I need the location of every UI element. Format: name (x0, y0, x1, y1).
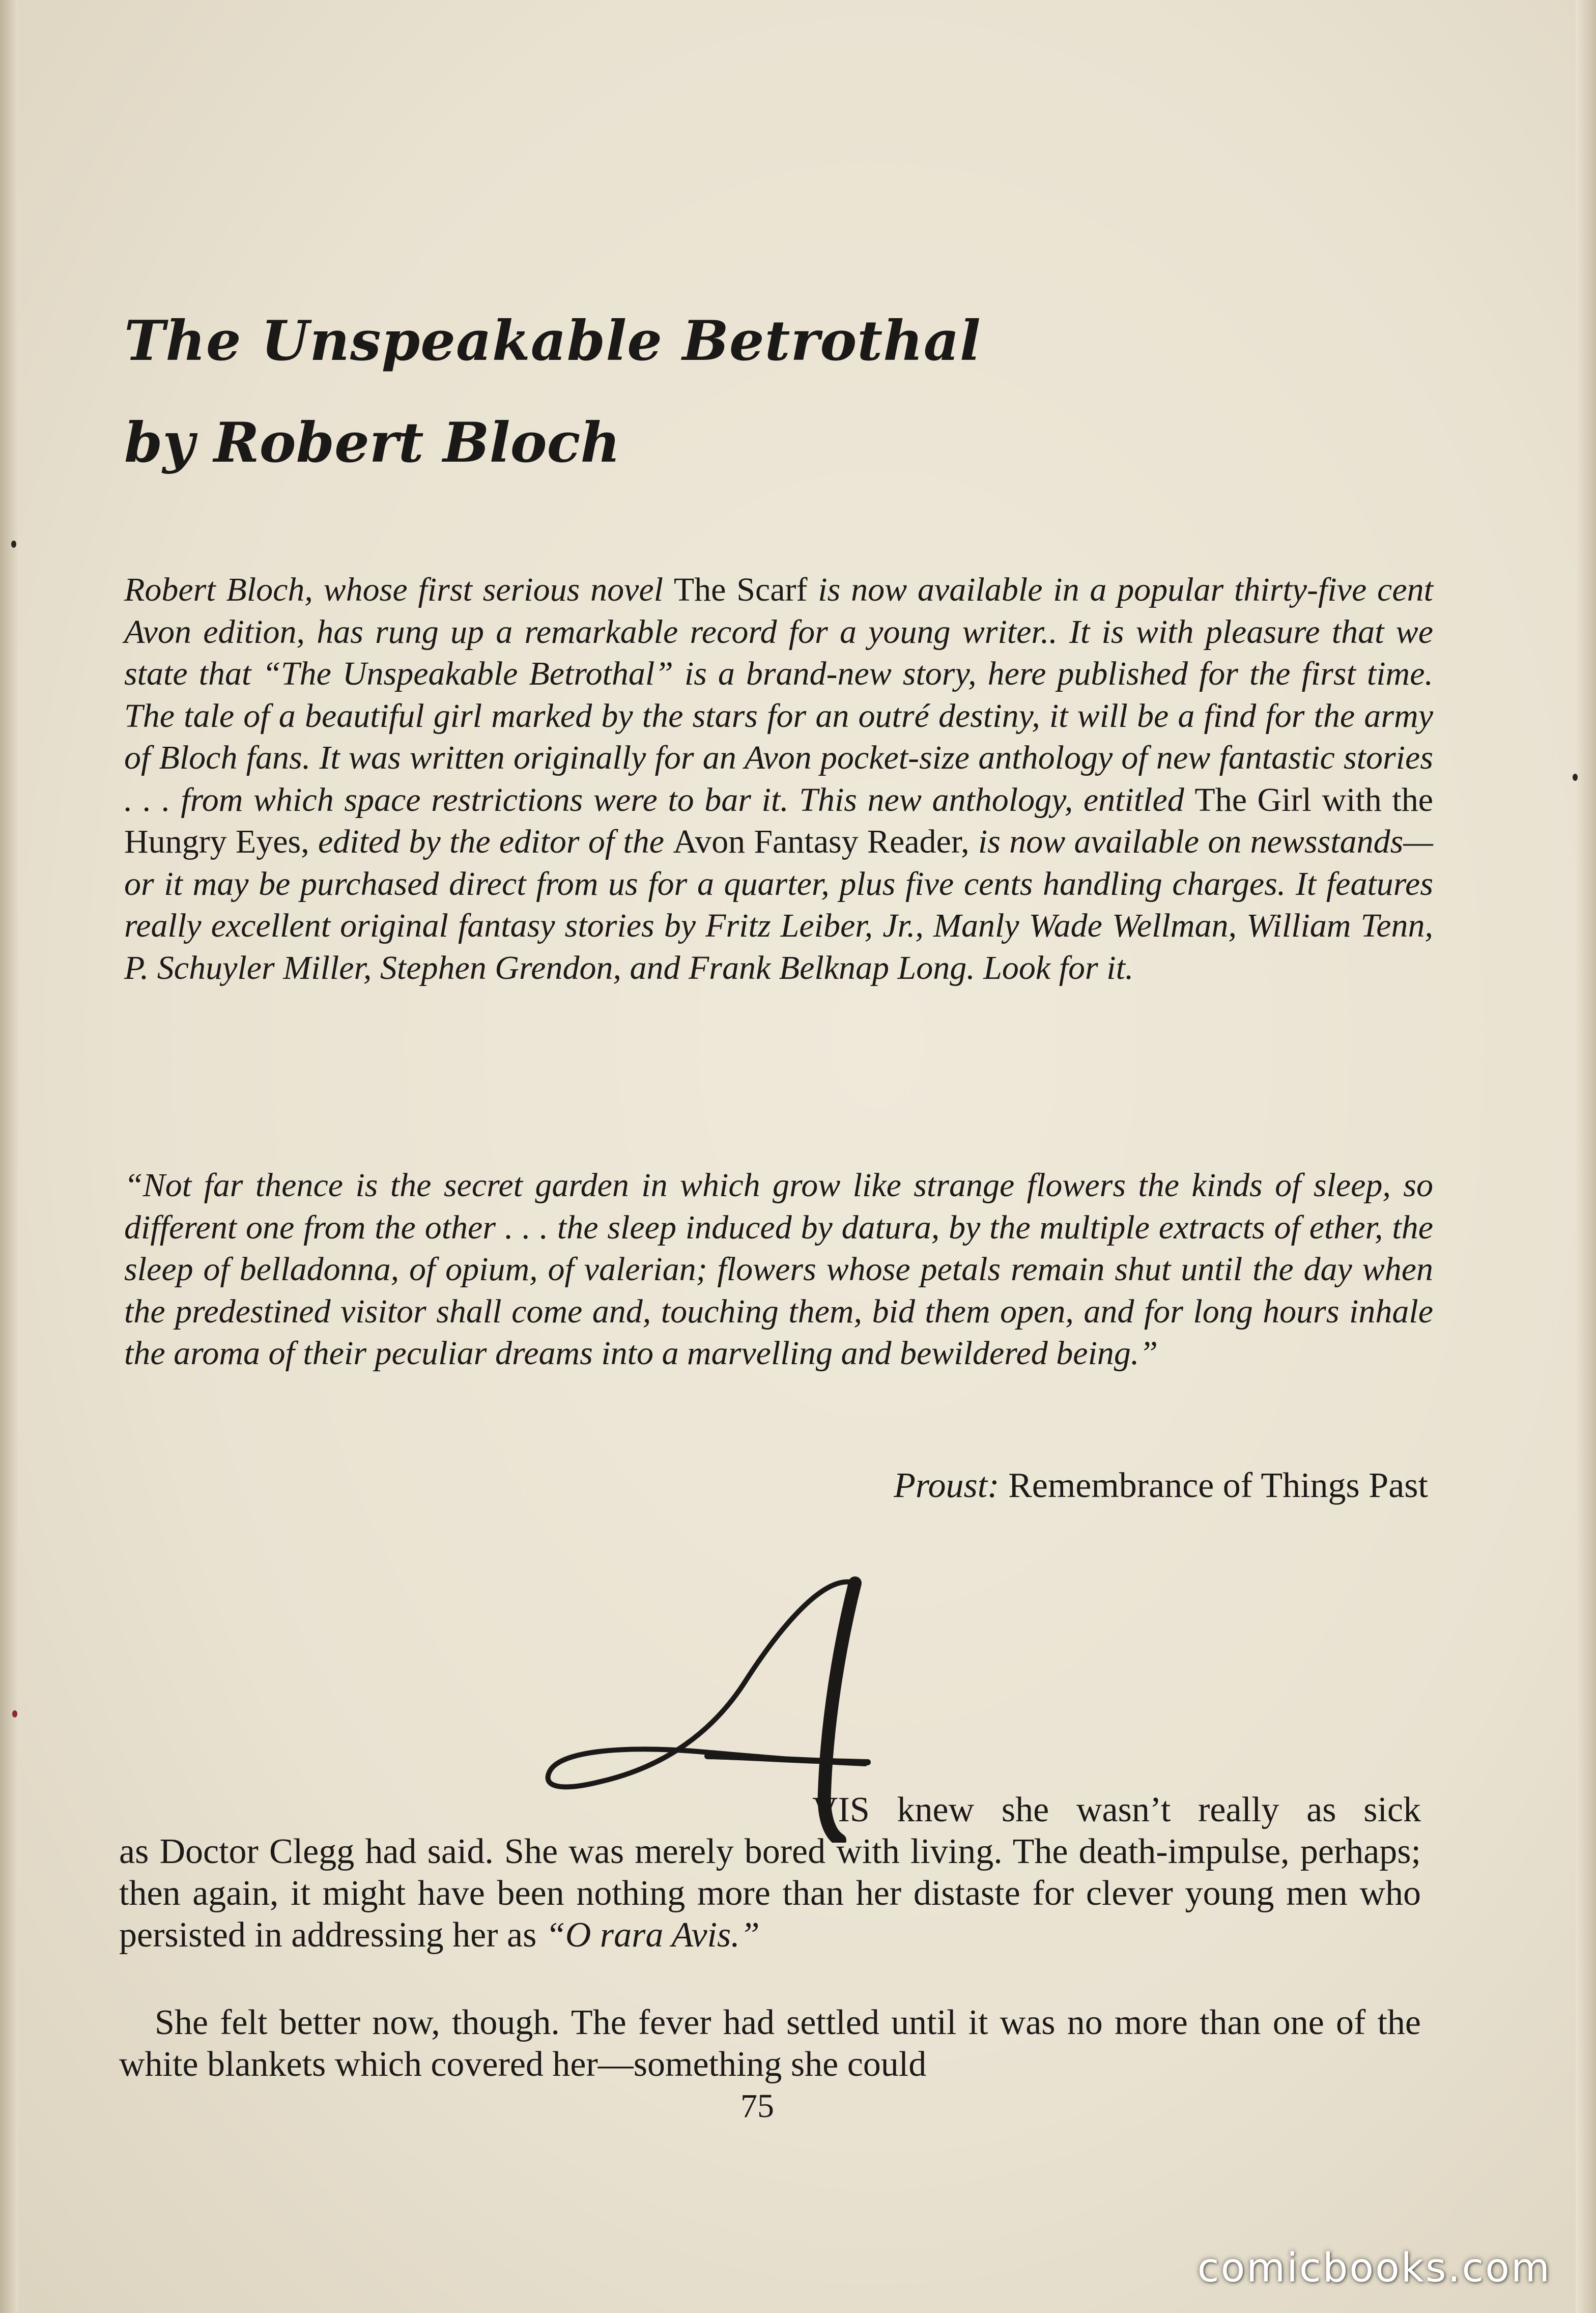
page-edge-right (1576, 0, 1596, 2313)
intro-text-3: edited by the editor of the (309, 823, 673, 860)
paper-speck (12, 1710, 17, 1717)
editor-introduction (124, 569, 1433, 989)
story-quote: “O rara Avis.” (545, 1915, 760, 1955)
story-paragraph-1 (119, 1831, 1421, 1956)
paper-speck (1573, 774, 1578, 781)
intro-book-title-reader: Avon Fantasy Reader, (673, 823, 970, 860)
story-paragraph-2: She felt better now, though. The fever had settled until it was no more than one of the white blankets which covered her—something she could (119, 2003, 1421, 2084)
page-edge-left (0, 0, 18, 2313)
epigraph-attribution (894, 1465, 1428, 1507)
attribution-author: Proust: (894, 1466, 1000, 1505)
intro-book-title-scarf: The Scarf (673, 571, 808, 608)
attribution-work: Remembrance of Things Past (1008, 1466, 1428, 1505)
page-number: 75 (740, 2088, 774, 2125)
story-first-line: VIS knew she wasn’t really as sick (812, 1790, 1421, 1829)
story-text-1: as Doctor Clegg had said. She was merely bored with living. The death-impulse, perhaps; then again, it might have been nothing more than her distaste for clever young men who persisted in addressing her as (119, 1832, 1421, 1955)
watermark-logo: comicbooks.com (1197, 2245, 1551, 2291)
drop-cap-crossbar (707, 1756, 868, 1762)
intro-book-title-girl: The Girl with the Hungry Eyes, (124, 781, 1433, 860)
intro-text-2: is now available in a popular thirty-five cent Avon edition, has rung up a remarkable record for a young writer.. It is with pleasure that we state that “The Unspeakable Betrothal” is a brand-new story, here published for the first time. The tale of a beautiful girl marked by the stars for an outré destiny, it will be a find for the army of Bloch fans. It was written originally for an Avon pocket-size anthology of new fantastic stories . . . from which space restrictions were to bar it. This new anthology, entitled (124, 571, 1433, 819)
paper-speck (11, 541, 16, 548)
intro-text-4: is now available on newsstands—or it may be purchased direct from us for a quarter, plus five cents handling charges. It features really excellent original fantasy stories by Fritz Leiber, Jr., Manly Wade Wellman, William Tenn, P. Schuyler Miller, Stephen Grendon, and Frank Belknap Long. Look for it. (124, 823, 1433, 986)
story-byline: by Robert Bloch (124, 411, 620, 475)
epigraph-quote: “Not far thence is the secret garden in which grow like strange flowers the kinds of sleep, so different one from the other . . . the sleep induced by datura, by the multiple extracts of ether, the sleep of belladonna, of opium, of valerian; flowers whose petals remain shut until the day when the predestined visitor shall come and, touching them, bid them open, and for long hours inhale the aroma of their peculiar dreams into a marvelling and bewildered being.” (124, 1167, 1433, 1372)
intro-text-1: Robert Bloch, whose first serious novel (124, 571, 674, 608)
story-title: The Unspeakable Betrothal (124, 309, 981, 373)
